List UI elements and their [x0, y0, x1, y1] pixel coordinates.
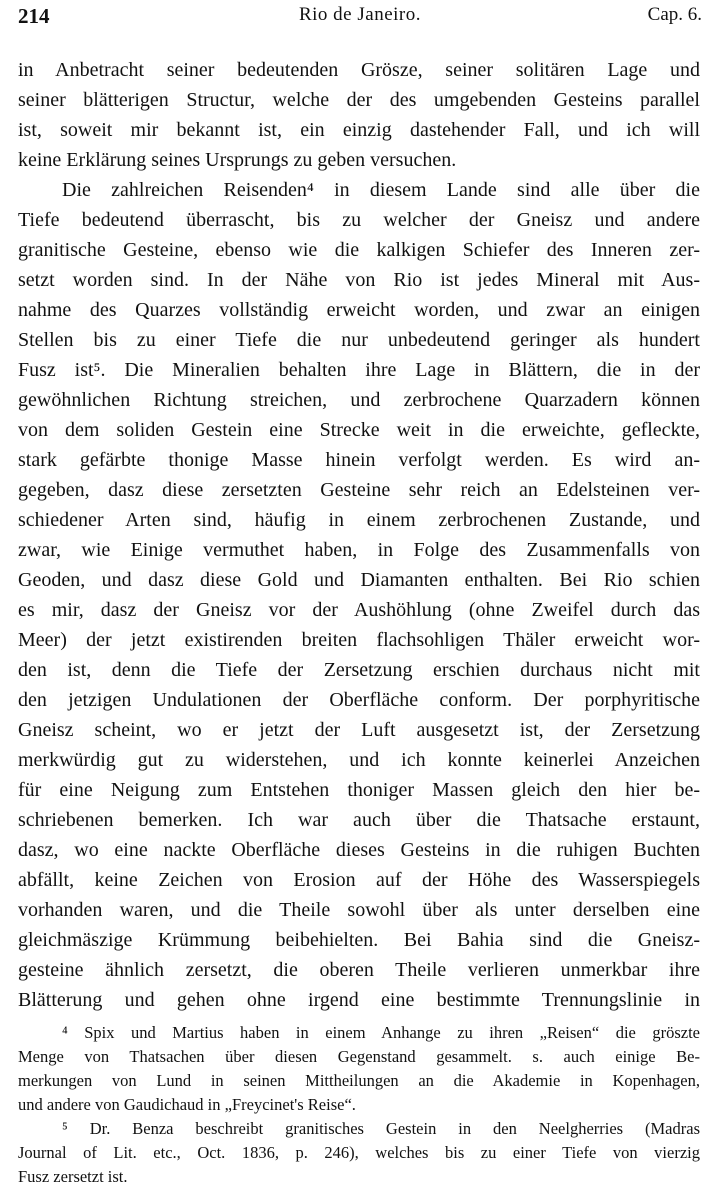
footnotes	[18, 1021, 700, 1189]
footnote-line: Menge von Thatsachen über diesen Gegenstand gesammelt. s. auch einige Be-	[18, 1047, 700, 1066]
text-line: Tiefe bedeutend überrascht, bis zu welcher der Gneisz und andere	[18, 209, 700, 231]
text-line: seiner blätterigen Structur, welche der des umgebenden Gesteins parallel	[18, 89, 700, 111]
text-line: gesteine ähnlich zersetzt, die oberen Theile verlieren unmerkbar ihre	[18, 959, 700, 981]
footnote-line: Journal of Lit. etc., Oct. 1836, p. 246), welches bis zu einer Tiefe von vierzig	[18, 1143, 700, 1162]
text-line: Blätterung und gehen ohne irgend eine bestimmte Trennungslinie in	[18, 989, 700, 1011]
running-title: Rio de Janeiro.	[298, 4, 421, 25]
body-text	[18, 55, 700, 1015]
text-line: in Anbetracht seiner bedeutenden Grösze, seiner solitären Lage und	[18, 59, 700, 81]
text-line: für eine Neigung zum Entstehen thoniger Massen gleich den hier be-	[18, 779, 700, 801]
text-line: abfällt, keine Zeichen von Erosion auf der Höhe des Wasserspiegels	[18, 869, 700, 891]
text-line: zwar, wie Einige vermuthet haben, in Folge des Zusammenfalls von	[18, 539, 700, 561]
text-line: nahme des Quarzes vollständig erweicht worden, und zwar an einigen	[18, 299, 700, 321]
text-line: vorhanden waren, und die Theile sowohl über als unter derselben eine	[18, 899, 700, 921]
text-line: Stellen bis zu einer Tiefe die nur unbedeutend geringer als hundert	[18, 329, 700, 351]
text-line: Meer) der jetzt existirenden breiten flachsohligen Thäler erweicht wor-	[18, 629, 700, 651]
page-number: 214	[18, 4, 50, 28]
text-line: den ist, denn die Tiefe der Zersetzung erschien durchaus nicht mit	[18, 659, 700, 681]
text-line: schiedener Arten sind, häufig in einem zerbrochenen Zustande, und	[18, 509, 700, 531]
text-line: gegeben, dasz diese zersetzten Gesteine sehr reich an Edelsteinen ver-	[18, 479, 700, 501]
text-line: von dem soliden Gestein eine Strecke weit in die erweichte, gefleckte,	[18, 419, 700, 441]
text-line: setzt worden sind. In der Nähe von Rio ist jedes Mineral mit Aus-	[18, 269, 700, 291]
text-line: Die zahlreichen Reisenden⁴ in diesem Lande sind alle über die	[62, 179, 700, 201]
footnote-line: Fusz zersetzt ist.	[18, 1167, 128, 1186]
text-line: Geoden, und dasz diese Gold und Diamanten enthalten. Bei Rio schien	[18, 569, 700, 591]
text-line: keine Erklärung seines Ursprungs zu geben versuchen.	[18, 149, 457, 171]
footnote-line: ⁴ Spix und Martius haben in einem Anhange zu ihren „Reisen“ die gröszte	[62, 1023, 700, 1042]
text-line: gewöhnlichen Richtung streichen, und zerbrochene Quarzadern können	[18, 389, 700, 411]
text-line: es mir, dasz der Gneisz vor der Aushöhlung (ohne Zweifel durch das	[18, 599, 700, 621]
text-line: gleichmäszige Krümmung beibehielten. Bei Bahia sind die Gneisz-	[18, 929, 700, 951]
footnote-line: ⁵ Dr. Benza beschreibt granitisches Gestein in den Neelgherries (Madras	[62, 1119, 700, 1138]
text-line: Gneisz scheint, wo er jetzt der Luft ausgesetzt ist, der Zersetzung	[18, 719, 700, 741]
text-line: schriebenen bemerken. Ich war auch über die Thatsache erstaunt,	[18, 809, 700, 831]
footnote-line: merkungen von Lund in seinen Mittheilungen an die Akademie in Kopenhagen,	[18, 1071, 700, 1090]
text-line: granitische Gesteine, ebenso wie die kalkigen Schiefer des Inneren zer-	[18, 239, 700, 261]
text-line: Fusz ist⁵. Die Mineralien behalten ihre Lage in Blättern, die in der	[18, 359, 700, 381]
footnote-line: und andere von Gaudichaud in „Freycinet's Reise“.	[18, 1095, 356, 1114]
page-header	[18, 4, 702, 34]
text-line: dasz, wo eine nackte Oberfläche dieses Gesteins in die ruhigen Buchten	[18, 839, 700, 861]
text-line: den jetzigen Undulationen der Oberfläche conform. Der porphyritische	[18, 689, 700, 711]
text-line: merkwürdig gut zu widerstehen, und ich konnte keinerlei Anzeichen	[18, 749, 700, 771]
text-line: ist, soweit mir bekannt ist, ein einzig dastehender Fall, und ich will	[18, 119, 700, 141]
chapter-label: Cap. 6.	[647, 4, 702, 25]
text-line: stark gefärbte thonige Masse hinein verfolgt werden. Es wird an-	[18, 449, 700, 471]
